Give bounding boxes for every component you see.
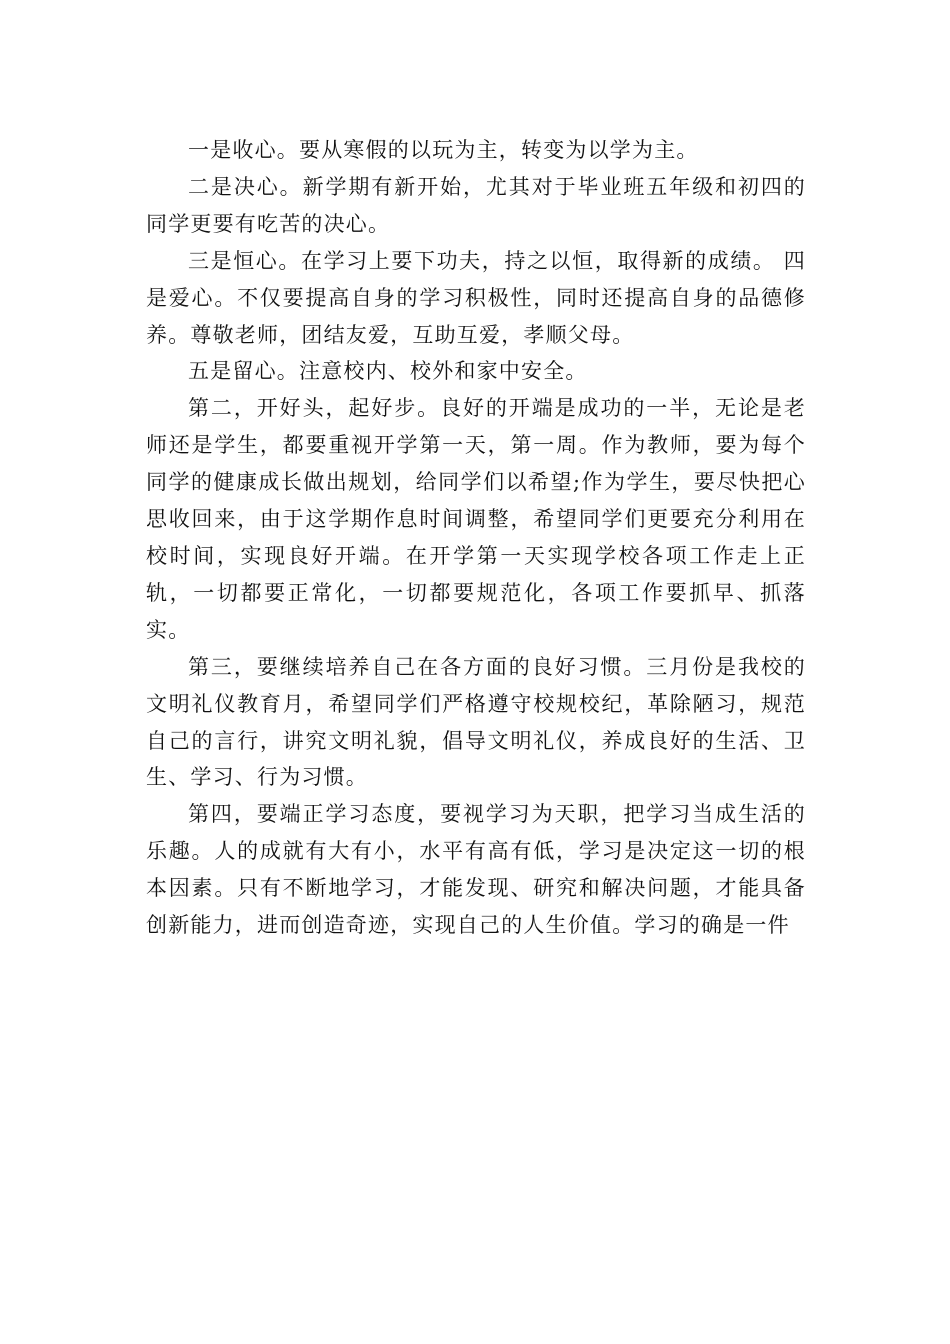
paragraph-5: 第二，开好头，起好步。良好的开端是成功的一半，无论是老师还是学生，都要重视开学第一天，第一周。作为教师，要为每个同学的健康成长做出规划，给同学们以希望;作为学生，要尽快把心思收回来，由于这学期作息时间调整，希望同学们更要充分利用在校时间，实现良好开端。在开学第一天实现学校各项工作走上正轨，一切都要正常化，一切都要规范化，各项工作要抓早、抓落实。 [146, 396, 806, 642]
paragraph-7: 第四，要端正学习态度，要视学习为天职，把学习当成生活的乐趣。人的成就有大有小，水平有高有低，学习是决定这一切的根本因素。只有不断地学习，才能发现、研究和解决问题，才能具备创新能力，进而创造奇迹，实现自己的人生价值。学习的确是一件 [146, 802, 806, 938]
paragraph-6: 第三，要继续培养自己在各方面的良好习惯。三月份是我校的文明礼仪教育月，希望同学们严格遵守校规校纪，革除陋习，规范自己的言行，讲究文明礼貌，倡导文明礼仪，养成良好的生活、卫生、学习、行为习惯。 [146, 654, 806, 790]
paragraph-4: 五是留心。注意校内、校外和家中安全。 [188, 359, 588, 384]
paragraph-1: 一是收心。要从寒假的以玩为主，转变为以学为主。 [188, 138, 699, 162]
paragraph-2: 二是决心。新学期有新开始，尤其对于毕业班五年级和初四的同学更要有吃苦的决心。 [146, 174, 806, 236]
document-body [146, 132, 806, 944]
paragraph-3: 三是恒心。在学习上要下功夫，持之以恒，取得新的成绩。 四是爱心。不仅要提高自身的学习积极性，同时还提高自身的品德修养。尊敬老师，团结友爱，互助互爱，孝顺父母。 [146, 248, 806, 347]
